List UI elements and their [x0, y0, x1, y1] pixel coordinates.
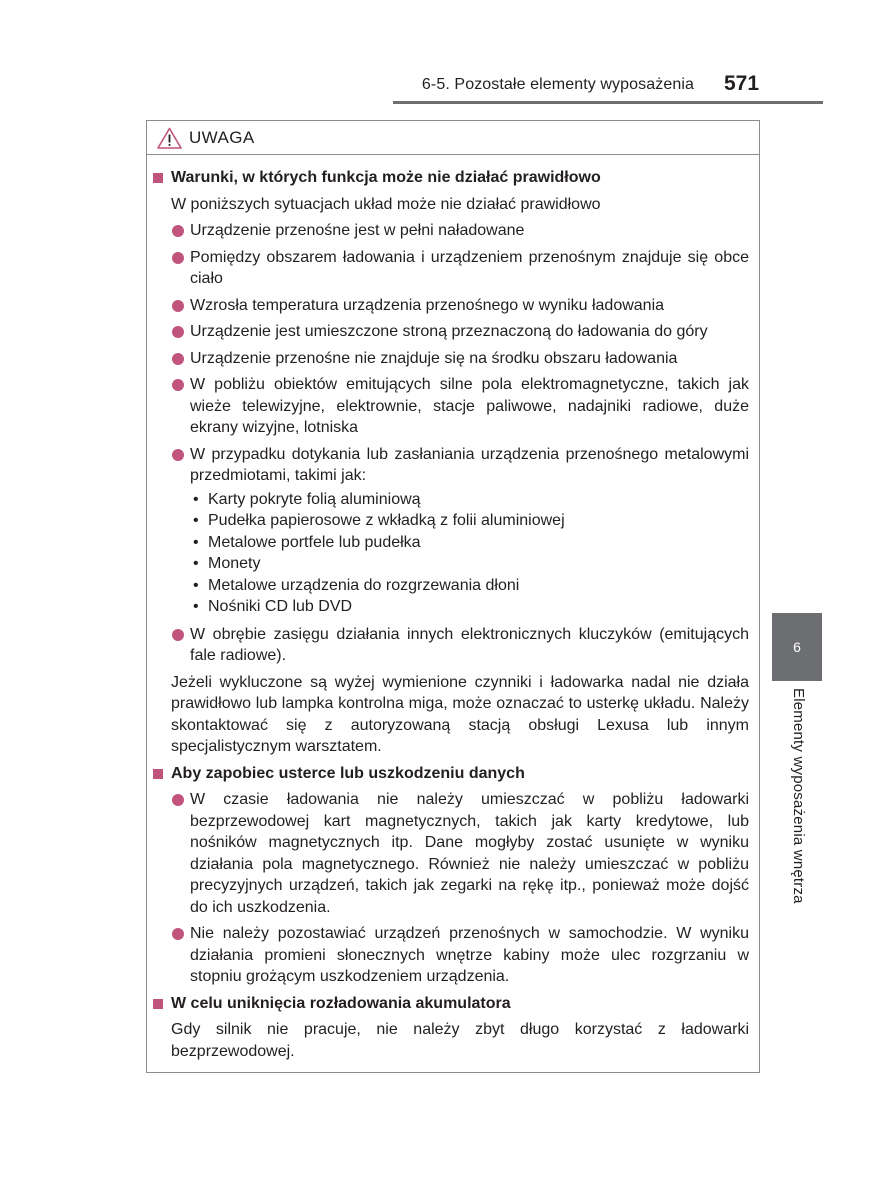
- section-closing: Jeżeli wykluczone są wyżej wymienione czynniki i ładowarka nadal nie działa prawidłowo lub lampka kontrolna miga, może oznaczać to usterkę układu. Należy skontaktować się z autoryzowaną stacją obsługi Lexusa lub innym specjalistycznym warsztatem.: [171, 673, 749, 755]
- header-rule: [393, 101, 823, 104]
- list-item: [153, 789, 749, 918]
- sublist-item: [153, 510, 749, 532]
- list-item: [153, 295, 749, 317]
- list-item-text: W pobliżu obiektów emitujących silne pola elektromagnetyczne, takich jak wieże telewizyjne, elektrownie, stacje paliwowe, nadajniki radiowe, duże ekrany wizyjne, lotniska: [190, 376, 749, 436]
- page-number: 571: [724, 72, 760, 95]
- header-section-title: 6-5. Pozostałe elementy wyposażenia: [421, 76, 694, 93]
- sublist-item-text: Nośniki CD lub DVD: [208, 598, 353, 615]
- sublist-item: [153, 553, 749, 575]
- list-item: [153, 321, 749, 343]
- circle-bullet-icon: [172, 353, 184, 365]
- circle-bullet-icon: [172, 928, 184, 940]
- list-item-text: W czasie ładowania nie należy umieszczać w pobliżu ładowarki bezprzewodowej kart magnetycznych, takich jak karty kredytowe, lub nośników magnetycznych itp. Dane mogłyby zostać usunięte w wyniku działania pola magnetycznego. Również nie należy umieszczać w pobliżu precyzyjnych urządzeń, takich jak zegarki na rękę itp., ponieważ może dojść do ich uszkodzenia.: [190, 791, 749, 916]
- chapter-tab: 6: [772, 613, 822, 681]
- list-item-text: Urządzenie przenośne nie znajduje się na środku obszaru ładowania: [190, 349, 678, 367]
- section-heading-text: Warunki, w których funkcja może nie działać prawidłowo: [171, 169, 601, 186]
- circle-bullet-icon: [172, 252, 184, 264]
- sublist-item-text: Karty pokryte folią aluminiową: [208, 490, 421, 508]
- section-heading-text: W celu uniknięcia rozładowania akumulatora: [171, 994, 511, 1012]
- list-item-text: Nie należy pozostawiać urządzeń przenośnych w samochodzie. W wyniku działania promieni słonecznych wnętrze kabiny może ulec rozgrzaniu w stopniu grożącym uszkodzeniem urządzenia.: [190, 925, 749, 985]
- list-item-text: W obrębie zasięgu działania innych elektronicznych kluczyków (emitujących fale radiowe).: [190, 625, 749, 664]
- dot-bullet-icon: •: [193, 533, 199, 551]
- sublist-item: [153, 489, 749, 511]
- square-bullet-icon: [153, 769, 163, 779]
- sublist-item-text: Metalowe urządzenia do rozgrzewania dłoni: [208, 576, 520, 594]
- circle-bullet-icon: [172, 794, 184, 806]
- square-bullet-icon: [153, 999, 163, 1009]
- sublist-item: [153, 532, 749, 554]
- warning-box: [146, 120, 760, 1073]
- circle-bullet-icon: [172, 326, 184, 338]
- list-item-text: W przypadku dotykania lub zasłaniania urządzenia przenośnego metalowymi przedmiotami, takimi jak:: [190, 445, 749, 484]
- circle-bullet-icon: [172, 225, 184, 237]
- list-item: [153, 247, 749, 290]
- list-item: [153, 220, 749, 242]
- sublist-item-text: Metalowe portfele lub pudełka: [208, 533, 421, 551]
- section-heading: [153, 993, 749, 1015]
- section-heading-text: Aby zapobiec usterce lub uszkodzeniu danych: [171, 764, 525, 782]
- list-item-text: Pomiędzy obszarem ładowania i urządzeniem przenośnym znajduje się obce ciało: [190, 248, 749, 287]
- sublist: [153, 489, 749, 618]
- chapter-tab-label: Elementy wyposażenia wnętrza: [790, 688, 807, 904]
- list-item: [153, 923, 749, 988]
- dot-bullet-icon: •: [193, 598, 199, 615]
- warning-header: [147, 121, 759, 155]
- list-item-text: Urządzenie przenośne jest w pełni naładowane: [190, 222, 525, 239]
- list-item-text: Wzrosła temperatura urządzenia przenośnego w wyniku ładowania: [190, 296, 665, 314]
- section-text: Gdy silnik nie pracuje, nie należy zbyt długo korzystać z ładowarki bezprzewodowej.: [171, 1021, 749, 1060]
- warning-title: UWAGA: [189, 127, 255, 147]
- list-item: [153, 444, 749, 487]
- section-heading: [153, 763, 749, 785]
- square-bullet-icon: [153, 173, 163, 183]
- sublist-item-text: Pudełka papierosowe z wkładką z folii aluminiowej: [208, 512, 565, 529]
- dot-bullet-icon: •: [193, 512, 199, 529]
- section-heading: [153, 167, 749, 189]
- warning-content: [153, 167, 749, 1067]
- sublist-item-text: Monety: [208, 555, 261, 572]
- circle-bullet-icon: [172, 629, 184, 641]
- circle-bullet-icon: [172, 300, 184, 312]
- list-item: [153, 624, 749, 667]
- list-item-text: Urządzenie jest umieszczone stroną przeznaczoną do ładowania do góry: [190, 323, 708, 340]
- circle-bullet-icon: [172, 379, 184, 391]
- list-item: [153, 348, 749, 370]
- sublist-item: [153, 575, 749, 597]
- dot-bullet-icon: •: [193, 555, 199, 572]
- sublist-item: [153, 596, 749, 618]
- list-item: [153, 374, 749, 439]
- dot-bullet-icon: •: [193, 576, 199, 594]
- warning-triangle-icon: [157, 127, 182, 149]
- circle-bullet-icon: [172, 449, 184, 461]
- dot-bullet-icon: •: [193, 490, 199, 508]
- section-intro: W poniższych sytuacjach układ może nie działać prawidłowo: [171, 195, 601, 213]
